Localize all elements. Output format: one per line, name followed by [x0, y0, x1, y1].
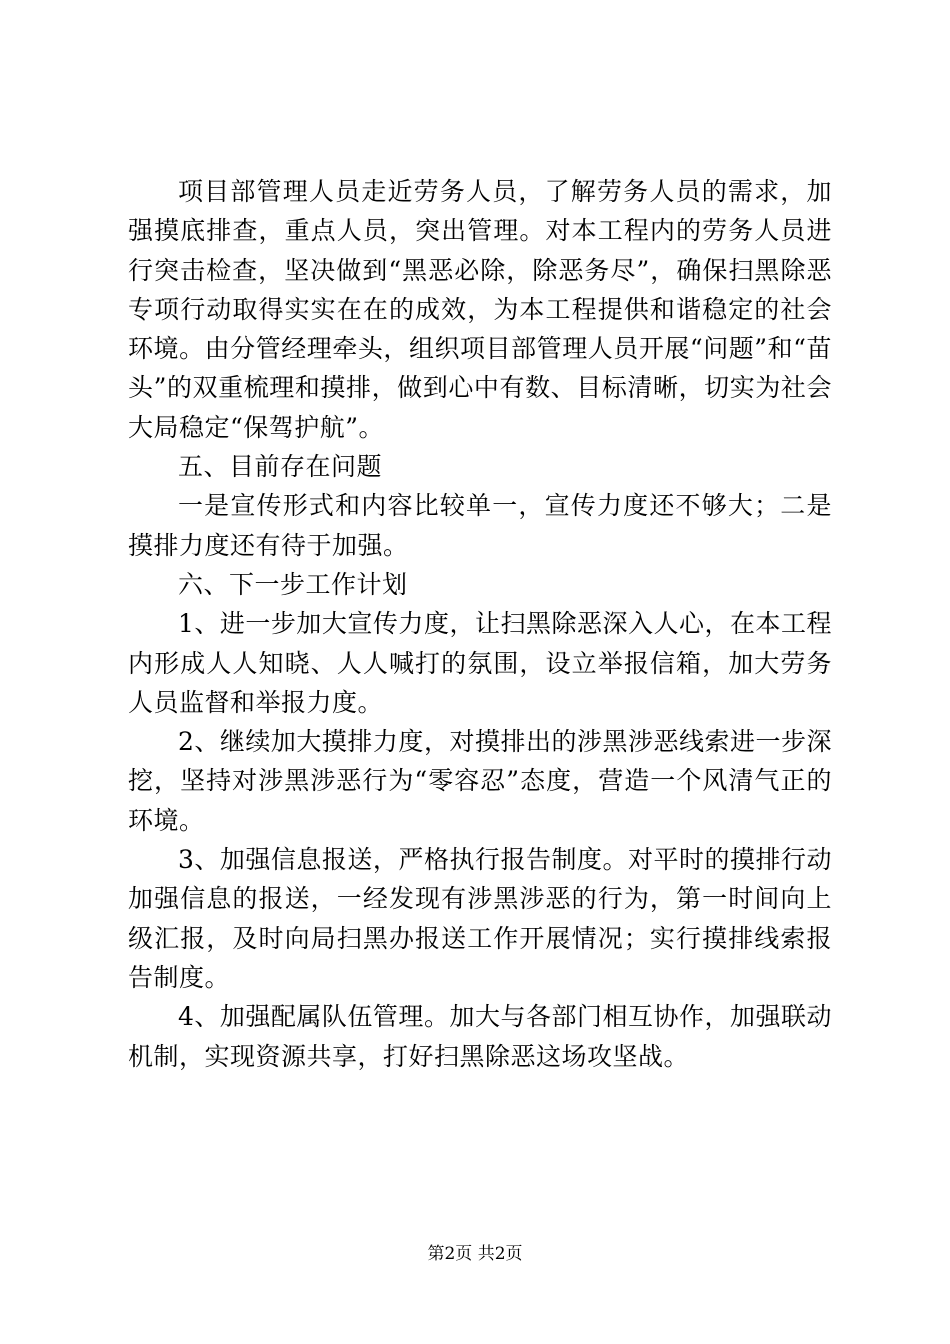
paragraph-problems: 一是宣传形式和内容比较单一，宣传力度还不够大；二是摸排力度还有待于加强。 — [128, 491, 832, 560]
plan-item-3: 3、加强信息报送，严格执行报告制度。对平时的摸排行动加强信息的报送，一经发现有涉黑涉恶的行为，第一时间向上级汇报，及时向局扫黑办报送工作开展情况；实行摸排线索报告制度。 — [128, 845, 832, 992]
section-heading-problems: 五、目前存在问题 — [178, 452, 383, 482]
plan-item-2: 2、继续加大摸排力度，对摸排出的涉黑涉恶线索进一步深挖，坚持对涉黑涉恶行为“零容忍”态度，营造一个风清气正的环境。 — [128, 727, 832, 835]
document-body — [128, 172, 832, 1076]
paragraph-management: 项目部管理人员走近劳务人员，了解劳务人员的需求，加强摸底排查，重点人员，突出管理。对本工程内的劳务人员进行突击检查，坚决做到“黑恶必除，除恶务尽”，确保扫黑除恶专项行动取得实实在在的成效，为本工程提供和谐稳定的社会环境。由分管经理牵头，组织项目部管理人员开展“问题”和“苗头”的双重梳理和摸排，做到心中有数、目标清晰，切实为社会大局稳定“保驾护航”。 — [128, 177, 832, 442]
plan-item-4: 4、加强配属队伍管理。加大与各部门相互协作，加强联动机制，实现资源共享，打好扫黑除恶这场攻坚战。 — [128, 1002, 832, 1071]
plan-item-1: 1、进一步加大宣传力度，让扫黑除恶深入人心，在本工程内形成人人知晓、人人喊打的氛围，设立举报信箱，加大劳务人员监督和举报力度。 — [128, 609, 832, 717]
section-heading-next-plan: 六、下一步工作计划 — [178, 569, 408, 599]
page-number-footer: 第2页 共2页 — [427, 1244, 523, 1264]
